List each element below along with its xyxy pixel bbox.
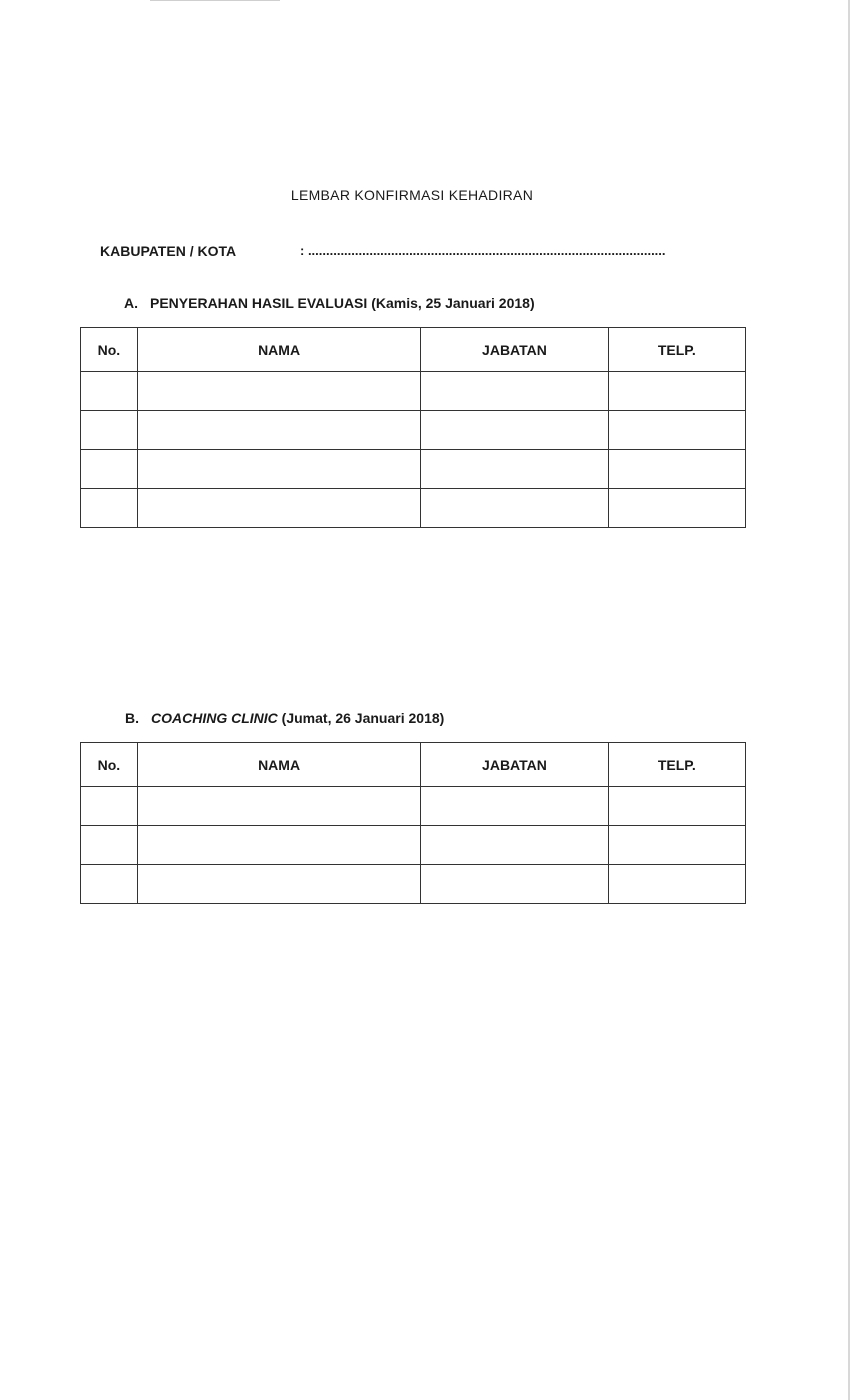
cell-no[interactable]	[81, 372, 138, 411]
table-row	[81, 787, 746, 826]
cell-nama[interactable]	[137, 489, 421, 528]
cell-no[interactable]	[81, 865, 138, 904]
cell-nama[interactable]	[137, 450, 421, 489]
scan-mark	[150, 0, 280, 1]
cell-no[interactable]	[81, 787, 138, 826]
table-row	[81, 865, 746, 904]
cell-telp[interactable]	[608, 411, 745, 450]
cell-nama[interactable]	[137, 411, 421, 450]
cell-telp[interactable]	[608, 489, 745, 528]
section-b-title: COACHING CLINIC	[151, 710, 278, 726]
cell-no[interactable]	[81, 450, 138, 489]
table-row	[81, 450, 746, 489]
table-header-row	[81, 743, 746, 787]
section-b-date: (Jumat, 26 Januari 2018)	[281, 710, 445, 726]
cell-jabatan[interactable]	[421, 826, 608, 865]
attendance-table-a	[80, 327, 746, 528]
attendance-table-b	[80, 742, 746, 904]
table-row	[81, 826, 746, 865]
table-row	[81, 372, 746, 411]
cell-jabatan[interactable]	[421, 865, 608, 904]
section-a-date: (Kamis, 25 Januari 2018)	[371, 295, 535, 311]
section-a-marker: A.	[124, 295, 138, 311]
column-header-jabatan: JABATAN	[421, 743, 608, 787]
cell-telp[interactable]	[608, 372, 745, 411]
column-header-telp: TELP.	[608, 328, 745, 372]
cell-no[interactable]	[81, 489, 138, 528]
section-b-heading	[125, 710, 444, 726]
cell-no[interactable]	[81, 411, 138, 450]
cell-jabatan[interactable]	[421, 372, 608, 411]
column-header-jabatan: JABATAN	[421, 328, 608, 372]
column-header-no: No.	[81, 328, 138, 372]
document-title	[0, 187, 850, 203]
cell-jabatan[interactable]	[421, 489, 608, 528]
document-title-text: LEMBAR KONFIRMASI KEHADIRAN	[290, 187, 534, 203]
cell-telp[interactable]	[608, 826, 745, 865]
table-row	[81, 411, 746, 450]
table-header-row	[81, 328, 746, 372]
column-header-no: No.	[81, 743, 138, 787]
section-a-heading	[124, 295, 535, 311]
kabupaten-field[interactable]: : ...................................................................................................	[300, 243, 666, 258]
column-header-nama: NAMA	[137, 743, 421, 787]
kabupaten-label: KABUPATEN / KOTA	[100, 243, 237, 259]
cell-jabatan[interactable]	[421, 411, 608, 450]
cell-jabatan[interactable]	[421, 787, 608, 826]
cell-nama[interactable]	[137, 865, 421, 904]
cell-nama[interactable]	[137, 372, 421, 411]
cell-no[interactable]	[81, 826, 138, 865]
cell-nama[interactable]	[137, 787, 421, 826]
section-a-title: PENYERAHAN HASIL EVALUASI	[150, 295, 368, 311]
column-header-nama: NAMA	[137, 328, 421, 372]
cell-telp[interactable]	[608, 450, 745, 489]
section-b-marker: B.	[125, 710, 139, 726]
column-header-telp: TELP.	[608, 743, 745, 787]
cell-jabatan[interactable]	[421, 450, 608, 489]
cell-telp[interactable]	[608, 787, 745, 826]
cell-nama[interactable]	[137, 826, 421, 865]
table-row	[81, 489, 746, 528]
cell-telp[interactable]	[608, 865, 745, 904]
